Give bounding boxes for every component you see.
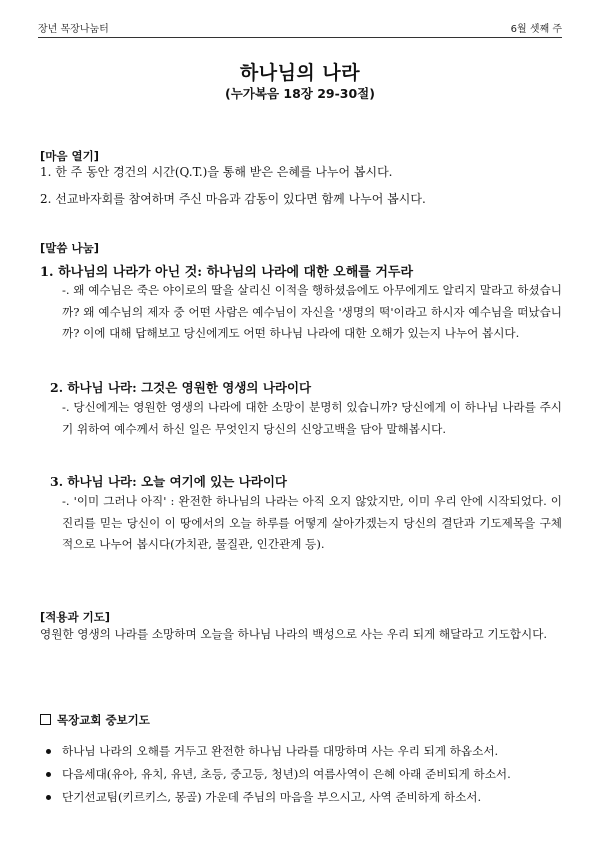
application-heading: [적용과 기도] <box>40 610 111 624</box>
list-item-text: 단기선교팀(키르키스, 몽골) 가운데 주님의 마음을 부으시고, 사역 준비하게 하소서. <box>62 790 482 804</box>
list-item <box>46 740 566 763</box>
header-left: 장년 목장나눔터 <box>38 24 109 35</box>
page-title: 하나님의 나라 <box>239 62 361 84</box>
bullet-icon <box>46 749 51 754</box>
point-3-title: 3. 하나님 나라: 오늘 여기에 있는 나라이다 <box>50 474 287 489</box>
header-right: 6월 셋째 주 <box>510 24 562 35</box>
list-item-text: 하나님 나라의 오해를 거두고 완전한 하나님 나라를 대망하며 사는 우리 되게 하옵소서. <box>62 744 499 758</box>
point-3-body: -. '이미 그러나 아직' : 완전한 하나님의 나라는 아직 오지 않았지만, 이미 우리 안에 시작되었다. 이 진리를 믿는 당신이 이 땅에서의 오늘 하루를 어떻게 살아가겠는지 당신의 결단과 기도제목을 구체적으로 나누어 봅시다(가치관, 물질관, 인간관계 등). <box>62 494 562 551</box>
list-item-text: 다음세대(유아, 유치, 유년, 초등, 중고등, 청년)의 여름사역이 은혜 아래 준비되게 하소서. <box>62 767 511 781</box>
point-2-body: -. 당신에게는 영원한 영생의 나라에 대한 소망이 분명히 있습니까? 당신에게 이 하나님 나라를 주시기 위하여 예수께서 하신 일은 무엇인지 당신의 신앙고백을 담아 말해봅시다. <box>62 400 562 436</box>
open-heart-heading: [마음 열기] <box>40 149 99 163</box>
intercession-heading-row <box>40 712 150 728</box>
word-sharing-heading: [말씀 나눔] <box>40 241 99 255</box>
point-1-body: -. 왜 예수님은 죽은 야이로의 딸을 살리신 이적을 행하셨음에도 아무에게도 알리지 말라고 하셨습니까? 왜 예수님의 제자 중 어떤 사람은 예수님이 자신을 '생명의 떡'이라고 하시자 예수님을 떠났습니까? 이에 대해 답해보고 당신에게도 어떤 하나님 나라에 대한 오해가 있는지 나누어 봅시다. <box>62 283 562 340</box>
scripture-reference: (누가복음 18장 29-30절) <box>225 86 375 101</box>
list-item <box>46 763 566 786</box>
intercession-heading: 목장교회 중보기도 <box>57 713 150 727</box>
open-heart-item-1: 1. 한 주 동안 경건의 시간(Q.T.)을 통해 받은 은혜를 나누어 봅시다. <box>40 165 393 179</box>
bullet-icon <box>46 795 51 800</box>
checkbox-square-icon <box>40 714 51 725</box>
point-2-title: 2. 하나님 나라: 그것은 영원한 영생의 나라이다 <box>50 380 312 395</box>
point-1-title: 1. 하나님의 나라가 아닌 것: 하나님의 나라에 대한 오해를 거두라 <box>40 265 414 280</box>
open-heart-item-2: 2. 선교바자회를 참여하며 주신 마음과 감동이 있다면 함께 나누어 봅시다. <box>40 192 426 206</box>
header-divider <box>38 37 562 38</box>
application-body: 영원한 영생의 나라를 소망하며 오늘을 하나님 나라의 백성으로 사는 우리 되게 해달라고 기도합시다. <box>40 627 548 641</box>
intercession-list <box>46 740 566 809</box>
list-item <box>46 786 566 809</box>
bullet-icon <box>46 772 51 777</box>
page-header <box>38 14 562 34</box>
